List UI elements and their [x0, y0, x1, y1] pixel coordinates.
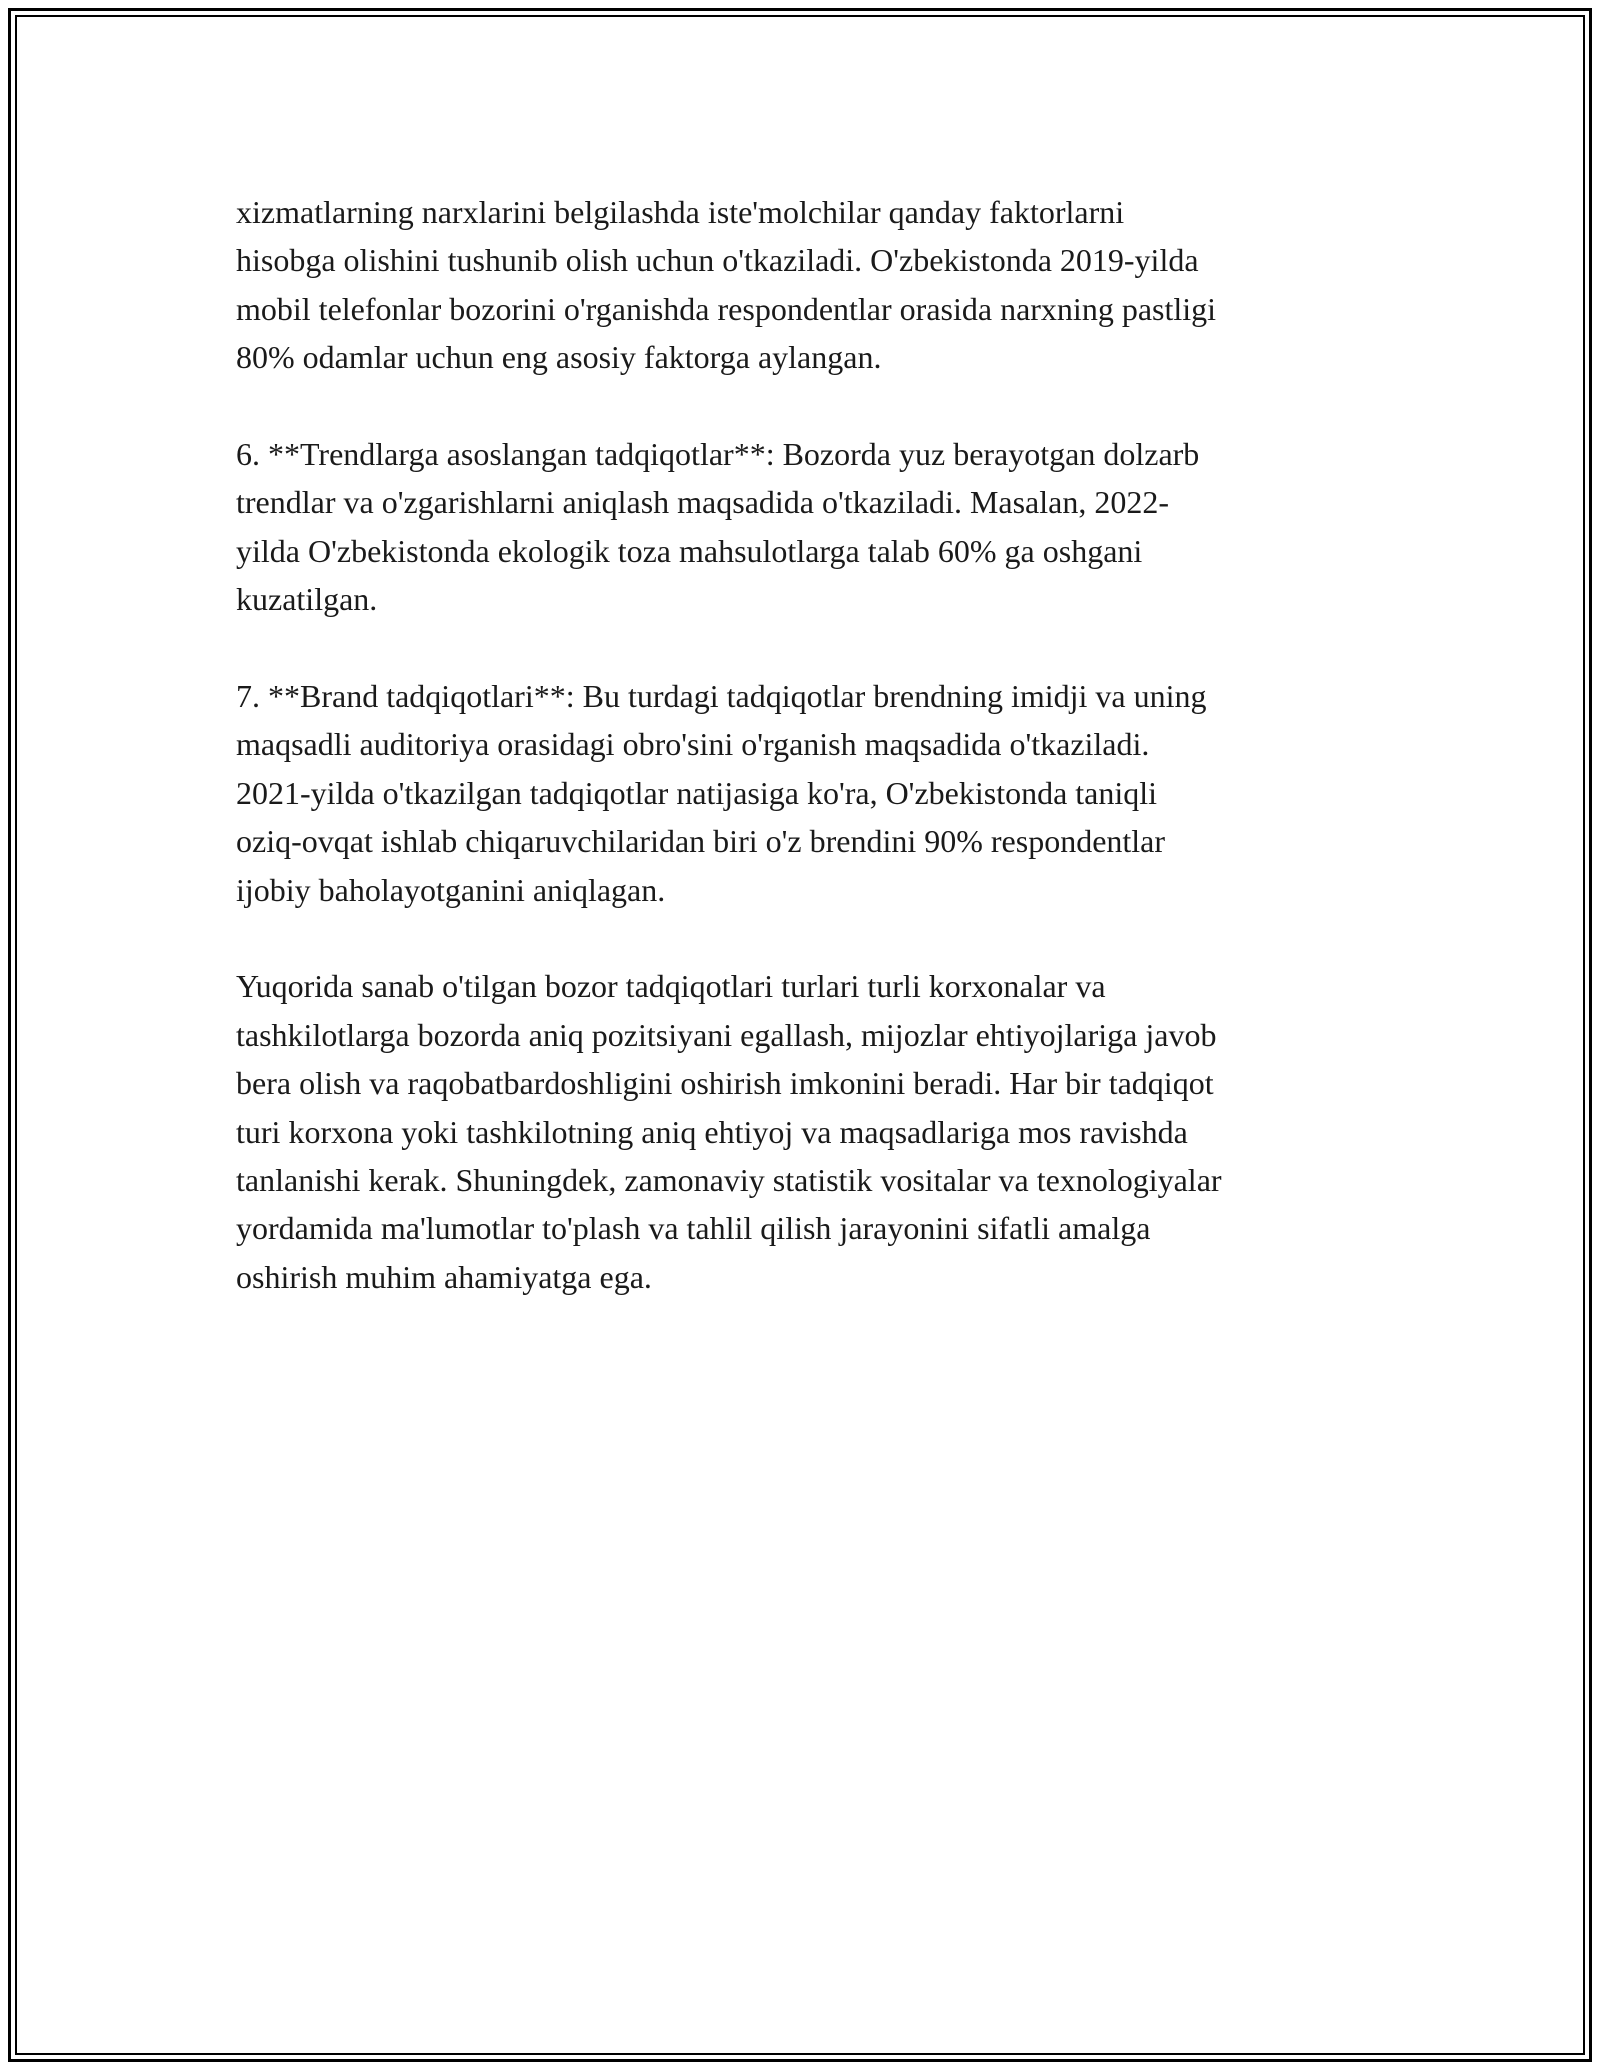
paragraph-trend-research: 6. **Trendlarga asoslangan tadqiqotlar**: Bozorda yuz berayotgan dolzarb trendlar va o'zgarishlarni aniqlash maqsadida o'tkaziladi. Masalan, 2022- yilda O'zbekistonda ekologik toza mahsulotlarga talab 60% ga oshgani kuzatilgan. [236, 436, 1200, 618]
paragraph-price-factors: xizmatlarning narxlarini belgilashda iste'molchilar qanday faktorlarni hisobga olishini tushunib olish uchun o'tkaziladi. O'zbekistonda 2019-yilda mobil telefonlar bozorini o'rganishda respondentlar orasida narxning pastligi 80% odamlar uchun eng asosiy faktorga aylangan. [236, 194, 1217, 376]
paragraph-conclusion: Yuqorida sanab o'tilgan bozor tadqiqotlari turlari turli korxonalar va tashkilotlarga bozorda aniq pozitsiyani egallash, mijozlar ehtiyojlariga javob bera olish va raqobatbardoshligini oshirish imkonini beradi. Har bir tadqiqot turi korxona yoki tashkilotning aniq ehtiyoj va maqsadlariga mos ravishda tanlanishi kerak. Shuningdek, zamonaviy statistik vositalar va texnologiyalar yordamida ma'lumotlar to'plash va tahlil qilish jarayonini sifatli amalga oshirish muhim ahamiyatga ega. [236, 968, 1222, 1295]
document-body [236, 188, 1376, 1350]
paragraph-brand-research: 7. **Brand tadqiqotlari**: Bu turdagi tadqiqotlar brendning imidji va uning maqsadli auditoriya orasidagi obro'sini o'rganish maqsadida o'tkaziladi. 2021-yilda o'tkazilgan tadqiqotlar natijasiga ko'ra, O'zbekistonda taniqli oziq-ovqat ishlab chiqaruvchilaridan biri o'z brendini 90% respondentlar ijobiy baholayotganini aniqlagan. [236, 678, 1207, 908]
